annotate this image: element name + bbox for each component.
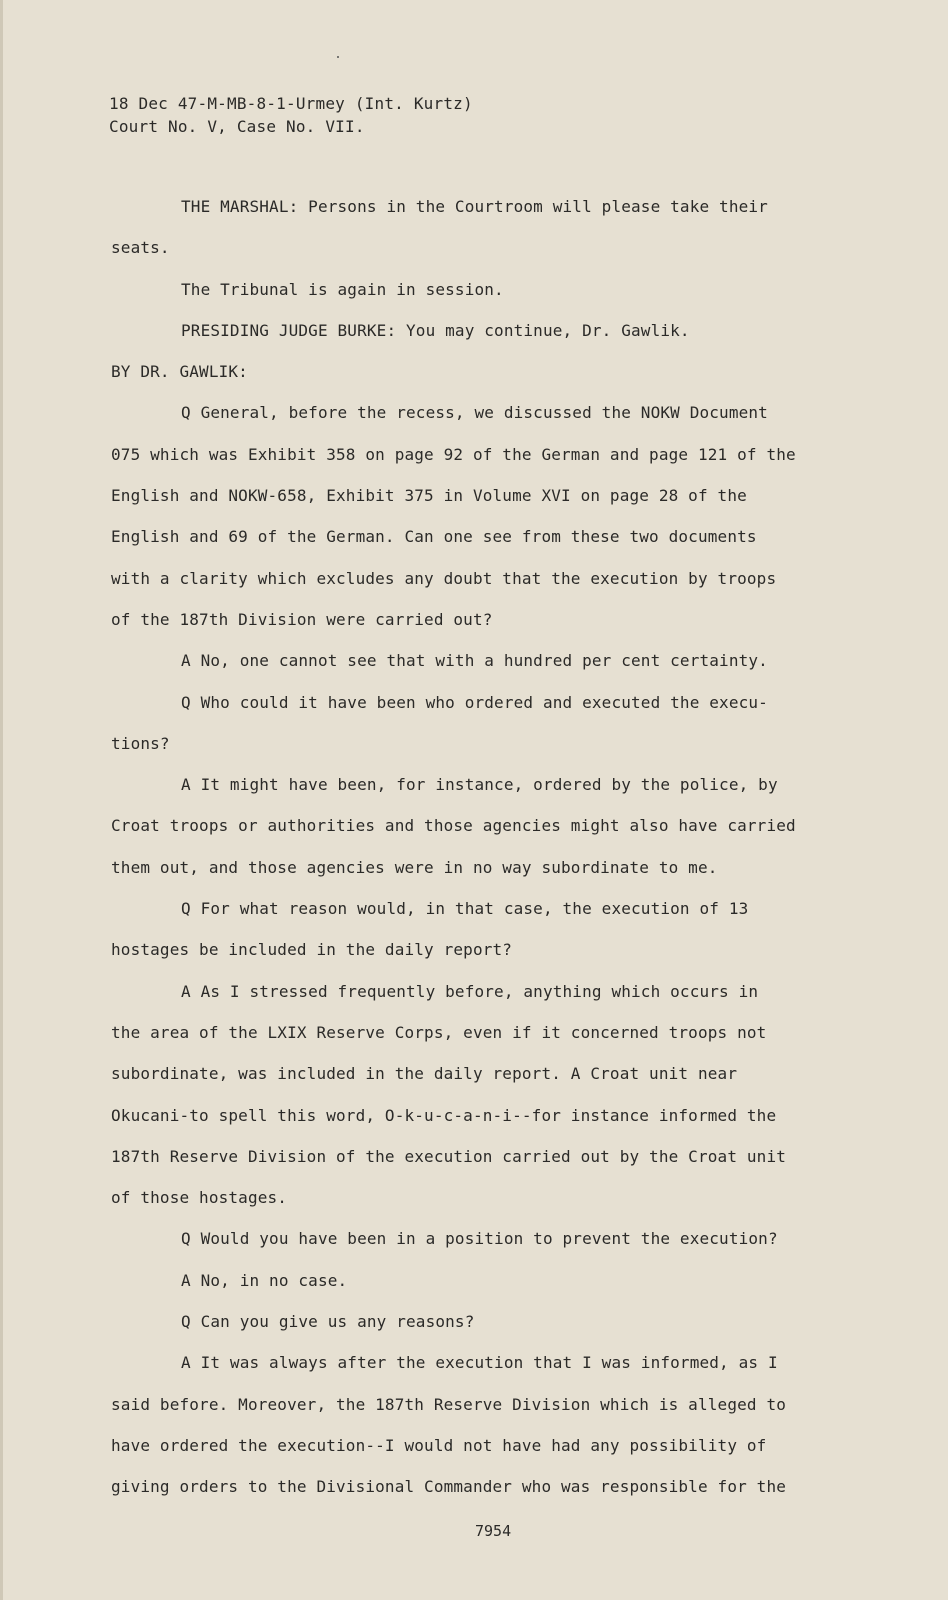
- document-header: [109, 92, 473, 138]
- transcript-line: A As I stressed frequently before, anything which occurs in: [181, 981, 759, 1001]
- transcript-line: Q Would you have been in a position to prevent the execution?: [181, 1229, 778, 1249]
- transcript-line: giving orders to the Divisional Commander who was responsible for the: [111, 1477, 787, 1497]
- transcript-body: [111, 186, 831, 1508]
- transcript-line: hostages be included in the daily report?: [111, 940, 513, 960]
- transcript-line: the area of the LXIX Reserve Corps, even if it concerned troops not: [111, 1022, 767, 1042]
- transcript-line: Okucani-to spell this word, O-k-u-c-a-n-i--for instance informed the: [111, 1105, 777, 1125]
- transcript-line: tions?: [111, 733, 170, 753]
- transcript-line: them out, and those agencies were in no way subordinate to me.: [111, 857, 718, 877]
- transcript-line: A It might have been, for instance, ordered by the police, by: [181, 775, 778, 795]
- transcript-line: Q General, before the recess, we discussed the NOKW Document: [181, 403, 768, 423]
- transcript-line: said before. Moreover, the 187th Reserve Division which is alleged to: [111, 1394, 787, 1414]
- transcript-line: A No, one cannot see that with a hundred per cent certainty.: [181, 651, 768, 671]
- transcript-line: Q Can you give us any reasons?: [181, 1312, 475, 1332]
- header-line-2: Court No. V, Case No. VII.: [109, 117, 365, 136]
- transcript-line: Croat troops or authorities and those agencies might also have carried: [111, 816, 796, 836]
- header-line-1: 18 Dec 47-M-MB-8-1-Urmey (Int. Kurtz): [109, 94, 473, 113]
- transcript-line: English and 69 of the German. Can one see from these two documents: [111, 527, 757, 547]
- transcript-line: BY DR. GAWLIK:: [111, 362, 248, 382]
- transcript-line: PRESIDING JUDGE BURKE: You may continue, Dr. Gawlik.: [181, 320, 690, 340]
- transcript-line: have ordered the execution--I would not have had any possibility of: [111, 1435, 767, 1455]
- transcript-line: with a clarity which excludes any doubt that the execution by troops: [111, 568, 777, 588]
- transcript-line: The Tribunal is again in session.: [181, 279, 504, 299]
- transcript-line: Q Who could it have been who ordered and executed the execu-: [181, 692, 768, 712]
- transcript-line: seats.: [111, 238, 170, 258]
- transcript-line: A It was always after the execution that I was informed, as I: [181, 1353, 778, 1373]
- transcript-line: subordinate, was included in the daily report. A Croat unit near: [111, 1064, 738, 1084]
- transcript-line: of those hostages.: [111, 1188, 288, 1208]
- transcript-line: of the 187th Division were carried out?: [111, 609, 493, 629]
- transcript-line: English and NOKW-658, Exhibit 375 in Volume XVI on page 28 of the: [111, 486, 747, 506]
- transcript-line: A No, in no case.: [181, 1270, 348, 1290]
- paper-speck: [337, 56, 339, 58]
- transcript-line: Q For what reason would, in that case, the execution of 13: [181, 899, 749, 919]
- transcript-line: 075 which was Exhibit 358 on page 92 of the German and page 121 of the: [111, 444, 796, 464]
- transcript-line: 187th Reserve Division of the execution carried out by the Croat unit: [111, 1146, 787, 1166]
- page-number: 7954: [475, 1522, 512, 1540]
- transcript-line: THE MARSHAL: Persons in the Courtroom will please take their: [181, 197, 768, 216]
